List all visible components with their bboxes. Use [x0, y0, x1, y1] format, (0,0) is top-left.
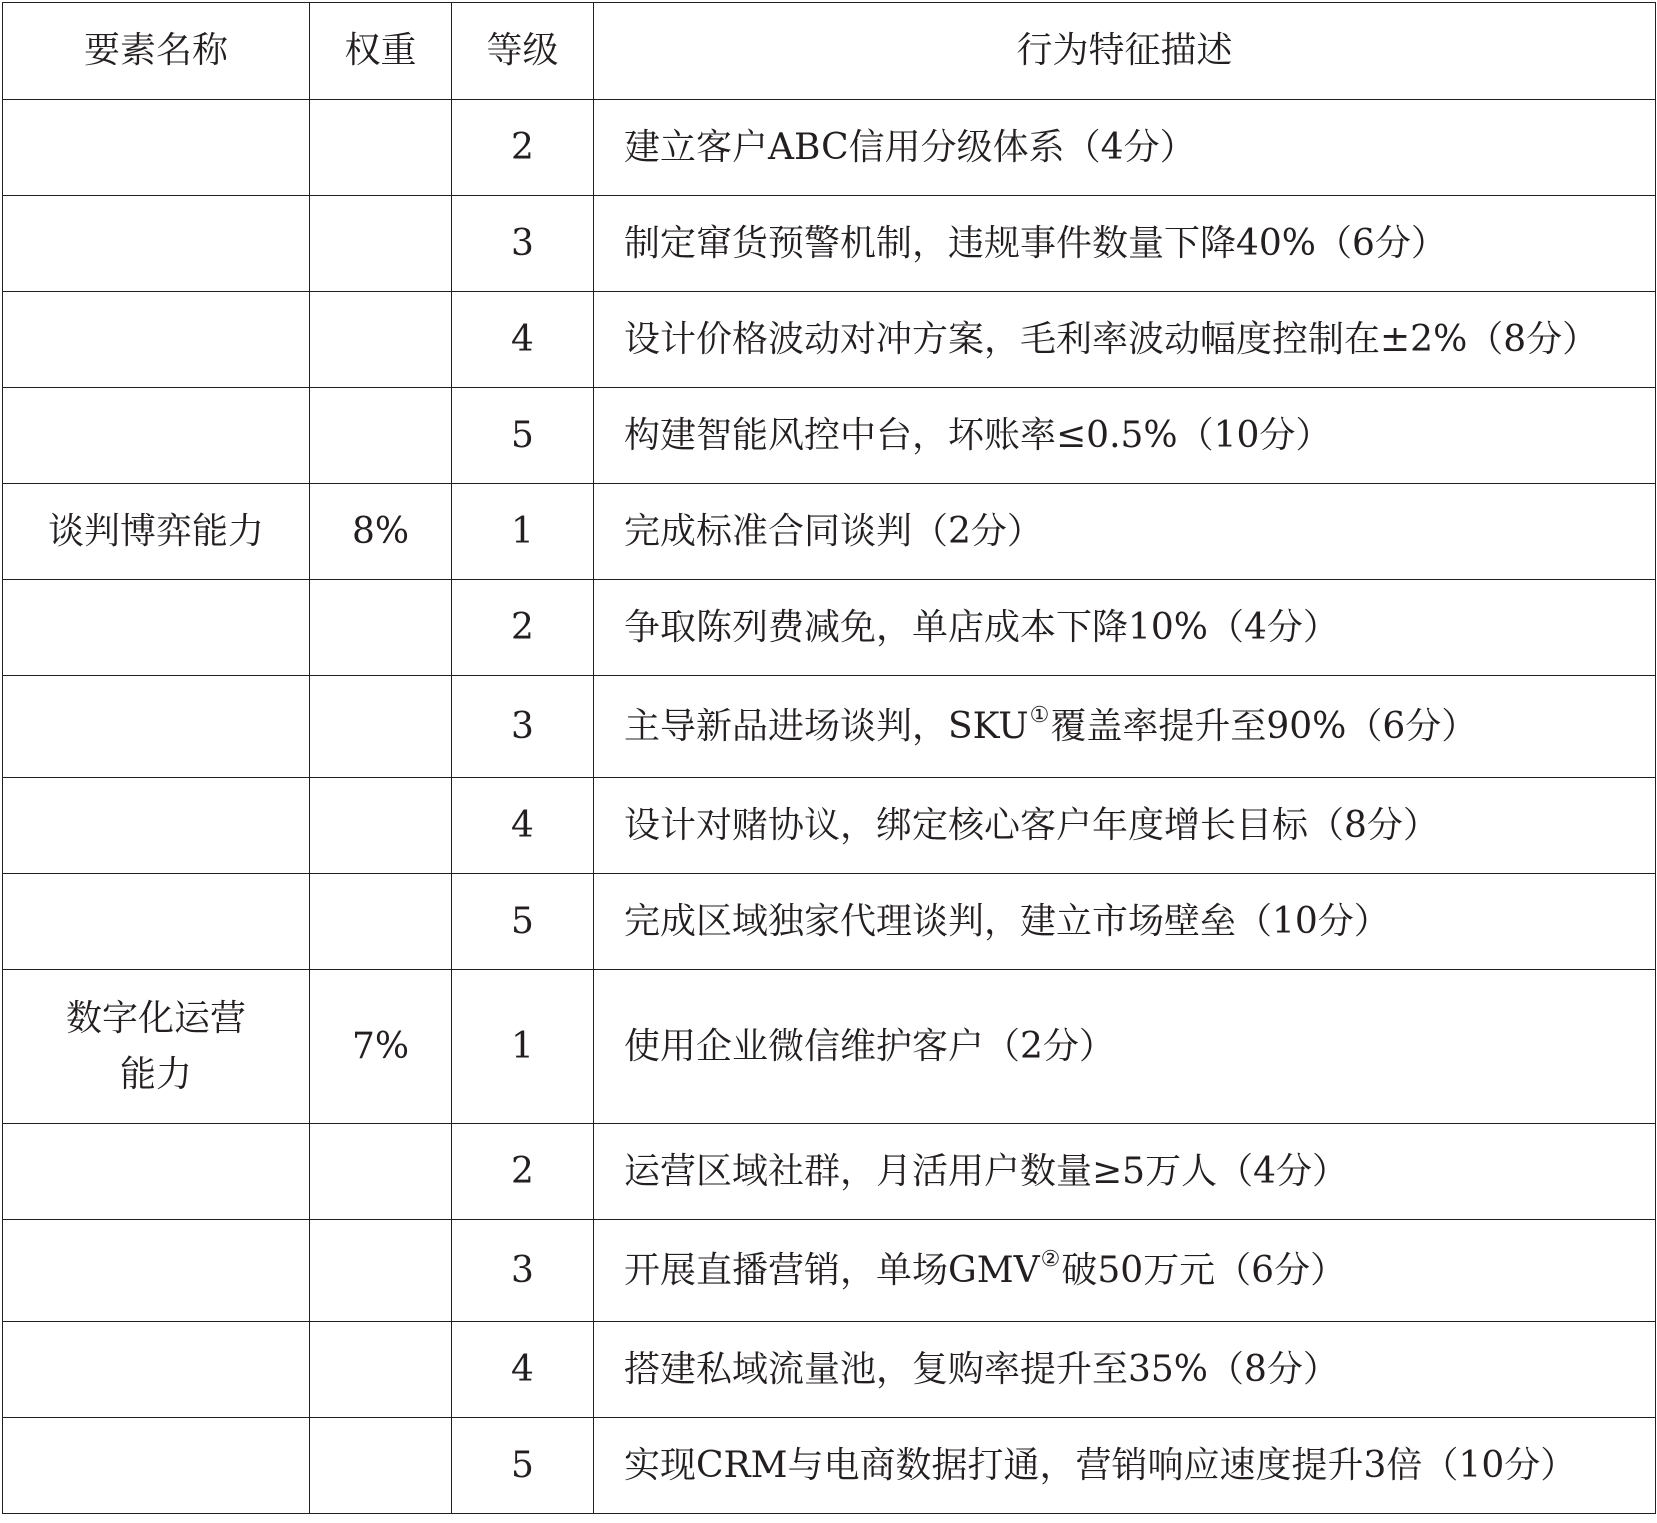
level-cell: 2: [452, 100, 594, 196]
weight-cell: [310, 196, 452, 292]
description-cell: 制定窜货预警机制，违规事件数量下降40%（6分）: [594, 196, 1656, 292]
element-name-cell: [3, 1220, 310, 1322]
element-name-cell: [3, 970, 310, 1124]
level-cell: 1: [452, 970, 594, 1124]
element-name-cell: [3, 100, 310, 196]
description-text: 开展直播营销，单场GMV: [624, 1249, 1040, 1291]
weight-cell: [310, 676, 452, 778]
description-cell: 设计对赌协议，绑定核心客户年度增长目标（8分）: [594, 778, 1656, 874]
level-cell: 3: [452, 196, 594, 292]
competency-table: [2, 2, 1656, 1514]
description-text: 破50万元（6分）: [1061, 1249, 1347, 1291]
element-name-cell: 谈判博弈能力: [3, 484, 310, 580]
weight-cell: [310, 1418, 452, 1514]
table-row: [3, 1418, 1656, 1514]
table-row: [3, 874, 1656, 970]
level-cell: 2: [452, 580, 594, 676]
element-name-cell: [3, 1124, 310, 1220]
description-cell: [594, 676, 1656, 778]
footnote-marker: ②: [1040, 1246, 1061, 1272]
element-name-cell: [3, 874, 310, 970]
element-name-line: 数字化运营: [65, 997, 246, 1039]
level-cell: 4: [452, 292, 594, 388]
element-name-cell: [3, 1322, 310, 1418]
level-cell: 5: [452, 388, 594, 484]
level-cell: 3: [452, 1220, 594, 1322]
description-cell: 设计价格波动对冲方案，毛利率波动幅度控制在±2%（8分）: [594, 292, 1656, 388]
header-element-name: 要素名称: [3, 3, 310, 100]
table-row: [3, 1124, 1656, 1220]
level-cell: 4: [452, 778, 594, 874]
table-row: [3, 676, 1656, 778]
description-text: 主导新品进场谈判，SKU: [624, 705, 1029, 747]
description-cell: 实现CRM与电商数据打通，营销响应速度提升3倍（10分）: [594, 1418, 1656, 1514]
table-row: [3, 1220, 1656, 1322]
description-cell: 完成标准合同谈判（2分）: [594, 484, 1656, 580]
table-row: [3, 388, 1656, 484]
header-weight: 权重: [310, 3, 452, 100]
table-row: [3, 970, 1656, 1124]
element-name-cell: [3, 292, 310, 388]
weight-cell: 8%: [310, 484, 452, 580]
level-cell: 2: [452, 1124, 594, 1220]
footnote-marker: ①: [1029, 702, 1050, 728]
table-row: [3, 580, 1656, 676]
element-name-cell: [3, 676, 310, 778]
description-cell: 争取陈列费减免，单店成本下降10%（4分）: [594, 580, 1656, 676]
table-row: [3, 778, 1656, 874]
weight-cell: 7%: [310, 970, 452, 1124]
header-row: [3, 3, 1656, 100]
table-row: [3, 196, 1656, 292]
level-cell: 1: [452, 484, 594, 580]
description-cell: 搭建私域流量池，复购率提升至35%（8分）: [594, 1322, 1656, 1418]
weight-cell: [310, 778, 452, 874]
weight-cell: [310, 1124, 452, 1220]
level-cell: 5: [452, 1418, 594, 1514]
level-cell: 3: [452, 676, 594, 778]
weight-cell: [310, 292, 452, 388]
element-name-cell: [3, 1418, 310, 1514]
table-row: [3, 100, 1656, 196]
header-level: 等级: [452, 3, 594, 100]
description-text: 覆盖率提升至90%（6分）: [1050, 705, 1478, 747]
weight-cell: [310, 874, 452, 970]
level-cell: 5: [452, 874, 594, 970]
description-cell: 运营区域社群，月活用户数量≥5万人（4分）: [594, 1124, 1656, 1220]
element-name-cell: [3, 196, 310, 292]
table-row: [3, 484, 1656, 580]
level-cell: 4: [452, 1322, 594, 1418]
description-cell: 构建智能风控中台，坏账率≤0.5%（10分）: [594, 388, 1656, 484]
weight-cell: [310, 100, 452, 196]
header-description: 行为特征描述: [594, 3, 1656, 100]
table-row: [3, 1322, 1656, 1418]
weight-cell: [310, 1322, 452, 1418]
description-cell: 使用企业微信维护客户（2分）: [594, 970, 1656, 1124]
description-cell: 完成区域独家代理谈判，建立市场壁垒（10分）: [594, 874, 1656, 970]
weight-cell: [310, 388, 452, 484]
element-name-cell: [3, 580, 310, 676]
description-cell: 建立客户ABC信用分级体系（4分）: [594, 100, 1656, 196]
weight-cell: [310, 1220, 452, 1322]
element-name-cell: [3, 778, 310, 874]
weight-cell: [310, 580, 452, 676]
element-name-line: 能力: [119, 1053, 192, 1095]
element-name-cell: [3, 388, 310, 484]
description-cell: [594, 1220, 1656, 1322]
table-row: [3, 292, 1656, 388]
